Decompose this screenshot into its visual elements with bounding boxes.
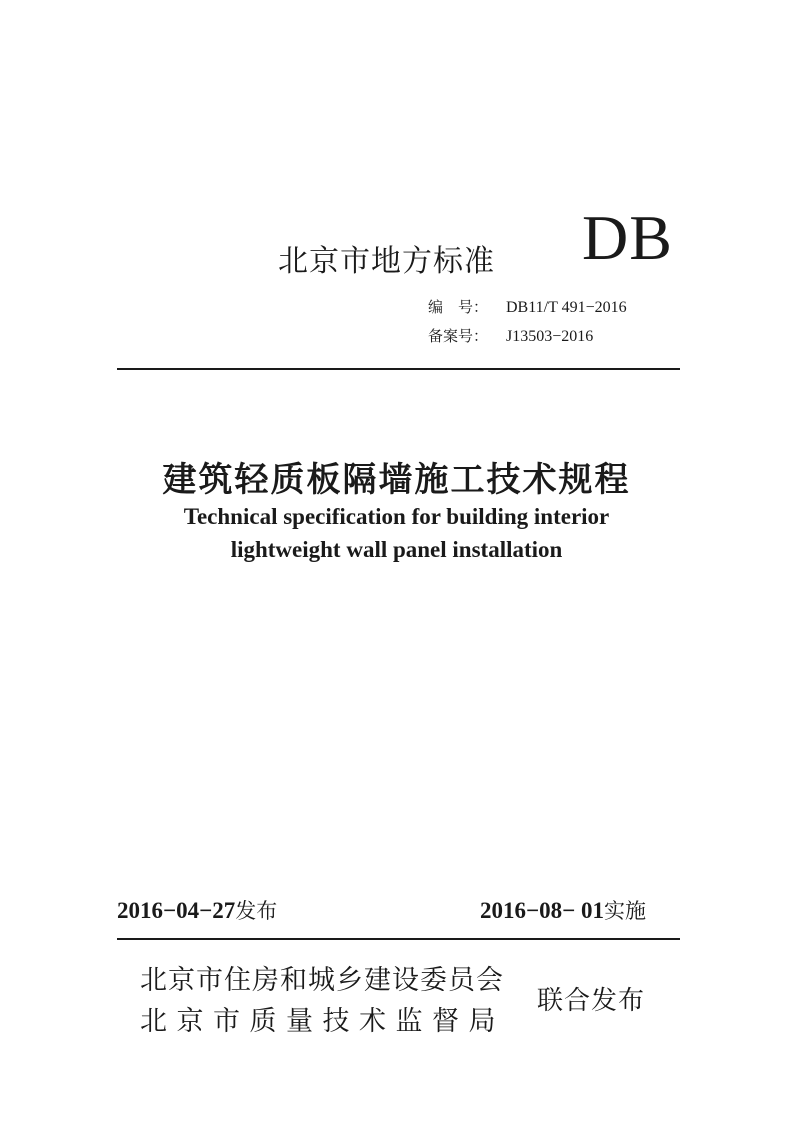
document-title-cn: 建筑轻质板隔墙施工技术规程	[162, 460, 631, 500]
standard-type-label: 北京市地方标准	[278, 244, 495, 279]
issuer-line-1: 北京市住房和城乡建设委员会	[140, 965, 504, 996]
implementation-date-suffix: 实施	[603, 899, 646, 923]
bottom-divider	[117, 938, 680, 940]
implementation-date	[480, 895, 646, 925]
filing-number-label: 备案号：	[428, 327, 489, 345]
standard-number-row	[428, 296, 627, 317]
top-divider	[117, 368, 680, 370]
standard-number-value: DB11/T 491−2016	[506, 299, 627, 316]
issue-date	[117, 895, 277, 925]
issue-date-suffix: 发布	[235, 899, 278, 923]
implementation-date-value: 2016−08− 01	[480, 898, 604, 923]
issuer-line-2: 北京市质量技术监督局	[140, 1006, 505, 1037]
filing-number-value: J13503−2016	[506, 328, 594, 345]
document-title-en-line1: Technical specification for building interior	[183, 504, 610, 529]
standard-number-label: 编 号：	[428, 298, 489, 316]
filing-number-row	[428, 325, 593, 346]
issue-date-value: 2016−04−27	[117, 898, 236, 923]
joint-issue-label: 联合发布	[537, 986, 646, 1016]
document-title-en-line2: lightweight wall panel installation	[230, 537, 563, 562]
db-mark: DB	[582, 202, 673, 273]
